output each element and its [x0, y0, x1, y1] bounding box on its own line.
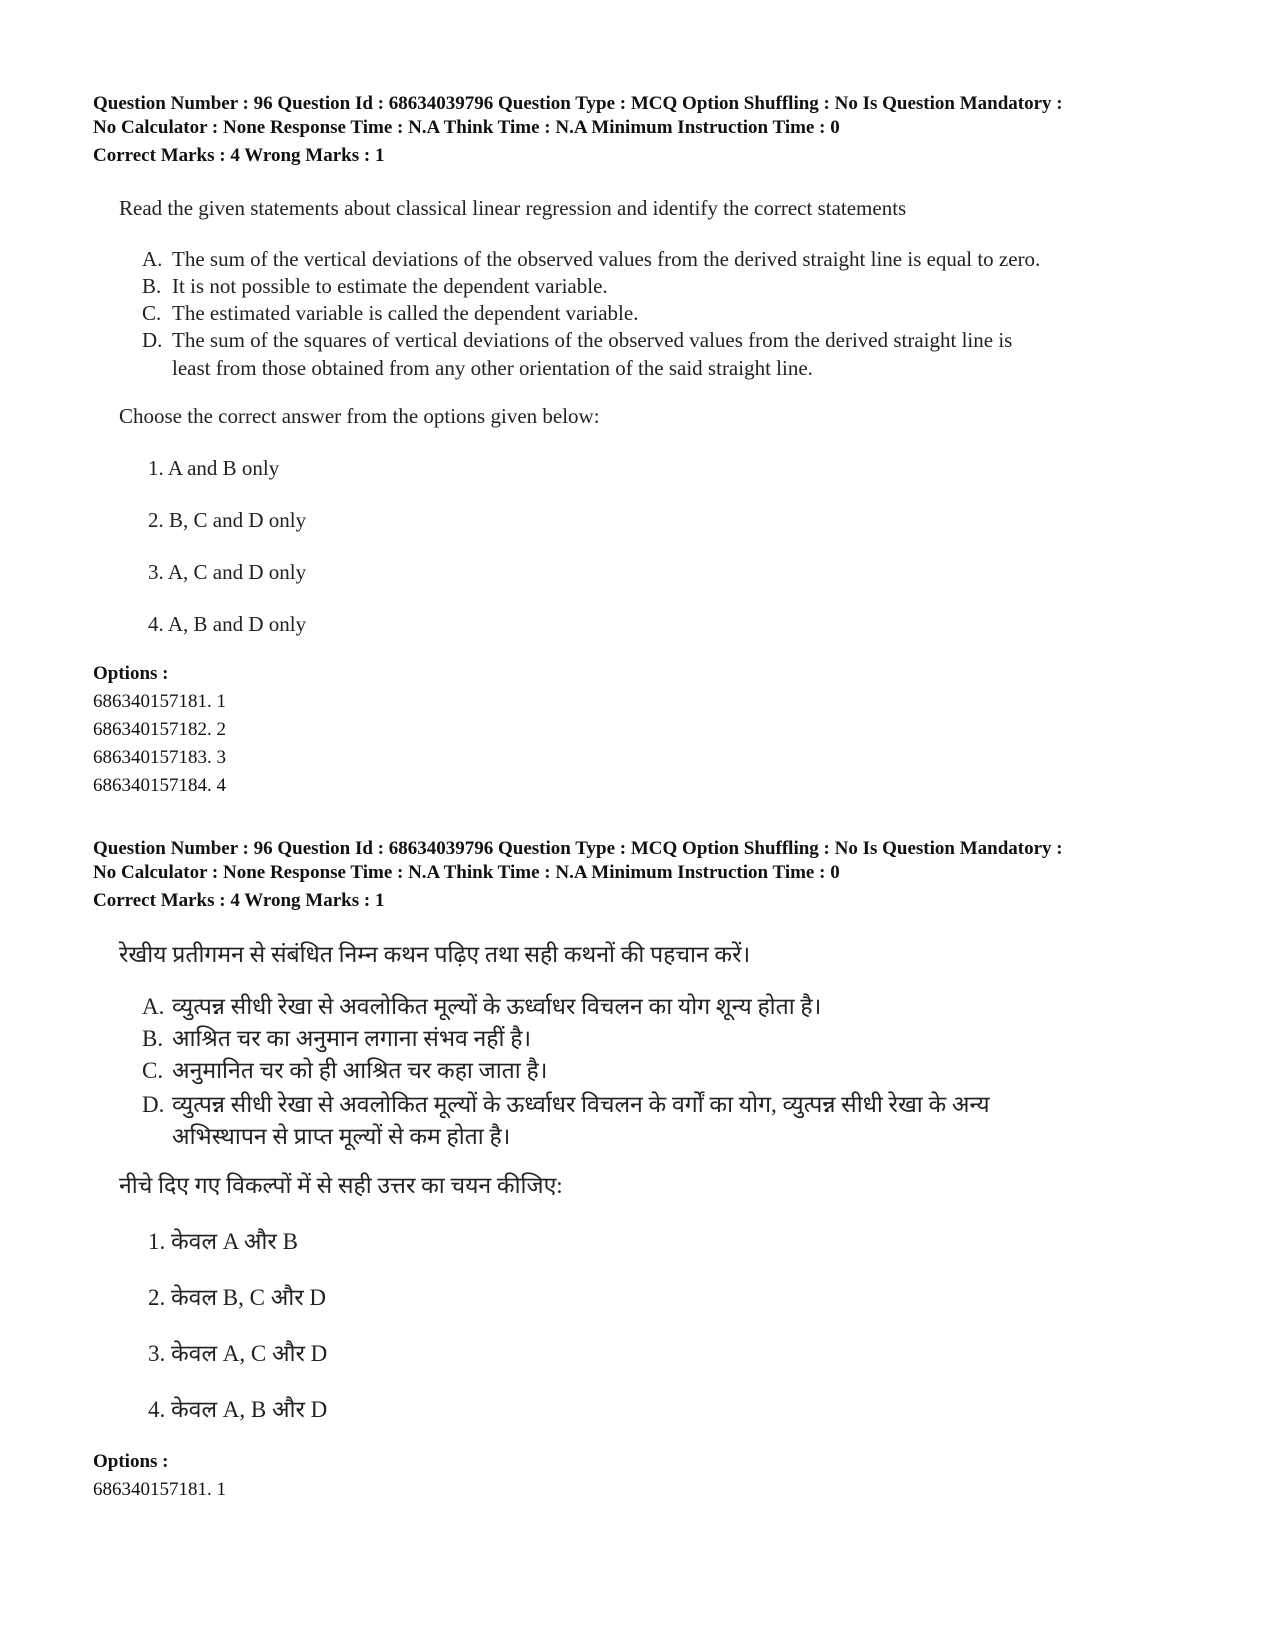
question-meta-line: No Calculator : None Response Time : N.A Think Time : N.A Minimum Instruction Time : 0: [93, 117, 840, 138]
statement-text: व्युत्पन्न सीधी रेखा से अवलोकित मूल्यों के ऊर्ध्वाधर विचलन के वर्गों का योग, व्युत्पन्न सीधी रेखा के अन्य: [172, 1092, 990, 1117]
answer-choice: 3. A, C and D only: [148, 560, 307, 584]
statement-c: [142, 1057, 1152, 1085]
option-id-line: 686340157183. 3: [93, 747, 226, 768]
statement-letter: C.: [142, 301, 162, 325]
statement-text: It is not possible to estimate the dependent variable.: [172, 274, 608, 298]
statement-text: The estimated variable is called the dependent variable.: [172, 301, 639, 325]
statement-text: व्युत्पन्न सीधी रेखा से अवलोकित मूल्यों के ऊर्ध्वाधर विचलन का योग शून्य होता है।: [172, 994, 822, 1019]
question-meta-line: Question Number : 96 Question Id : 68634039796 Question Type : MCQ Option Shuffling : No Is Question Mandatory :: [93, 838, 1063, 859]
question-stem: Read the given statements about classical linear regression and identify the correct statements: [119, 196, 907, 220]
option-id-line: 686340157184. 4: [93, 775, 226, 796]
statement-letter: B.: [142, 1026, 164, 1051]
options-heading: Options :: [93, 1451, 169, 1472]
answer-instruction: नीचे दिए गए विकल्पों में से सही उत्तर का चयन कीजिए:: [119, 1173, 563, 1198]
statement-text: The sum of the squares of vertical deviations of the observed values from the derived straight line is: [172, 328, 1013, 352]
statement-c: [142, 299, 1152, 327]
statement-letter: D.: [142, 1092, 165, 1117]
question-stem: रेखीय प्रतीगमन से संबंधित निम्न कथन पढ़िए तथा सही कथनों की पहचान करें।: [119, 942, 751, 967]
option-id-line: 686340157181. 1: [93, 1479, 226, 1500]
statement-a: [142, 245, 1152, 273]
option-id-line: 686340157182. 2: [93, 719, 226, 740]
answer-choice: 4. केवल A, B और D: [148, 1397, 328, 1422]
question-meta-line: No Calculator : None Response Time : N.A Think Time : N.A Minimum Instruction Time : 0: [93, 862, 840, 883]
statement-text: आश्रित चर का अनुमान लगाना संभव नहीं है।: [172, 1026, 532, 1051]
question-meta-line: Question Number : 96 Question Id : 68634039796 Question Type : MCQ Option Shuffling : No Is Question Mandatory :: [93, 93, 1063, 114]
answer-choice: 3. केवल A, C और D: [148, 1341, 328, 1366]
options-heading: Options :: [93, 663, 169, 684]
answer-choice: 1. केवल A और B: [148, 1229, 298, 1254]
answer-choice: 4. A, B and D only: [148, 612, 307, 636]
statement-letter: D.: [142, 328, 163, 352]
statement-d: [142, 1089, 1152, 1153]
marks-line: Correct Marks : 4 Wrong Marks : 1: [93, 890, 385, 911]
marks-line: Correct Marks : 4 Wrong Marks : 1: [93, 145, 385, 166]
answer-choice: 1. A and B only: [148, 456, 280, 480]
statement-letter: B.: [142, 274, 162, 298]
statement-b: [142, 272, 1152, 300]
statement-text-continued: अभिस्थापन से प्राप्त मूल्यों से कम होता है।: [172, 1124, 511, 1149]
statement-letter: A.: [142, 247, 163, 271]
answer-instruction: Choose the correct answer from the options given below:: [119, 404, 600, 428]
option-id-line: 686340157181. 1: [93, 691, 226, 712]
statement-text-continued: least from those obtained from any other orientation of the said straight line.: [172, 356, 813, 380]
statement-text: अनुमानित चर को ही आश्रित चर कहा जाता है।: [172, 1058, 548, 1083]
statement-letter: C.: [142, 1058, 164, 1083]
statement-d: [142, 326, 1152, 382]
statement-text: The sum of the vertical deviations of the observed values from the derived straight line is equal to zero.: [172, 247, 1041, 271]
statement-a: [142, 993, 1152, 1021]
statement-b: [142, 1025, 1152, 1053]
statement-letter: A.: [142, 994, 165, 1019]
answer-choice: 2. B, C and D only: [148, 508, 307, 532]
answer-choice: 2. केवल B, C और D: [148, 1285, 327, 1310]
